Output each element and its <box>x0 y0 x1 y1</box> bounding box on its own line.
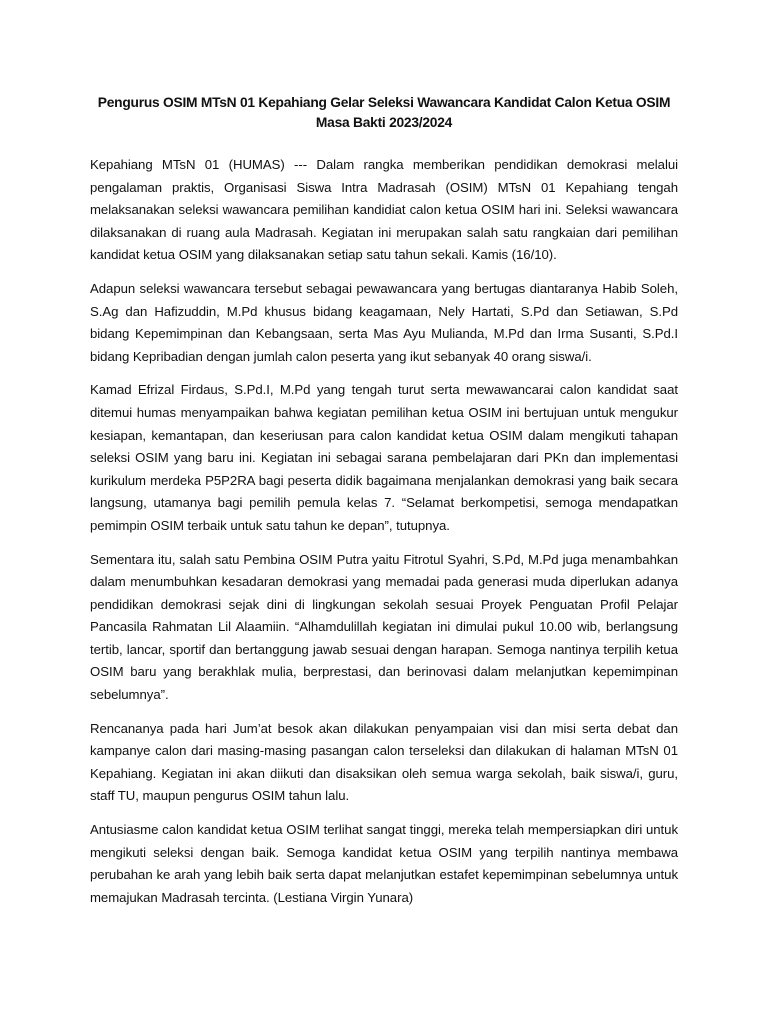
title-line-2: Masa Bakti 2023/2024 <box>315 115 453 130</box>
paragraph-closing: Antusiasme calon kandidat ketua OSIM terlihat sangat tinggi, mereka telah mempersiapkan diri untuk mengikuti seleksi dengan baik. Semoga kandidat ketua OSIM yang terpilih nantinya membawa perubahan ke arah yang lebih baik serta dapat melanjutkan estafet kepemimpinan sebelumnya untuk memajukan Madrasah tercinta. (Lestiana Virgin Yunara) <box>90 822 678 905</box>
title-line-1: Pengurus OSIM MTsN 01 Kepahiang Gelar Seleksi Wawancara Kandidat Calon Ketua OSIM <box>97 95 671 110</box>
paragraph-coach-statement: Sementara itu, salah satu Pembina OSIM Putra yaitu Fitrotul Syahri, S.Pd, M.Pd juga menambahkan dalam menumbuhkan kesadaran demokrasi yang memadai pada generasi muda diperlukan adanya pendidikan demokrasi sejak dini di lingkungan sekolah sesuai Proyek Penguatan Profil Pelajar Pancasila Rahmatan Lil Alaamiin. “Alhamdulillah kegiatan ini dimulai pukul 10.00 wib, berlangsung tertib, lancar, sportif dan bertanggung jawab sesuai dengan harapan. Semoga nantinya terpilih ketua OSIM baru yang berakhlak mulia, berprestasi, dan berinovasi dalam melanjutkan kepemimpinan sebelumnya”. <box>90 551 678 703</box>
paragraph-interviewers: Adapun seleksi wawancara tersebut sebagai pewawancara yang bertugas diantaranya Habib Soleh, S.Ag dan Hafizuddin, M.Pd khusus bidang keagamaan, Nely Hartati, S.Pd dan Setiawan, S.Pd bidang Kepemimpinan dan Kebangsaan, serta Mas Ayu Mulianda, M.Pd dan Irma Susanti, S.Pd.I bidang Kepribadian dengan jumlah calon peserta yang ikut sebanyak 40 orang siswa/i. <box>90 280 678 364</box>
paragraph-opening: Kepahiang MTsN 01 (HUMAS) --- Dalam rangka memberikan pendidikan demokrasi melalui pengalaman praktis, Organisasi Siswa Intra Madrasah (OSIM) MTsN 01 Kepahiang tengah melaksanakan seleksi wawancara pemilihan kandidiat calon ketua OSIM hari ini. Seleksi wawancara dilaksanakan di ruang aula Madrasah. Kegiatan ini merupakan salah satu rangkaian dari pemilihan kandidat ketua OSIM yang dilaksanakan setiap satu tahun sekali. Kamis (16/10). <box>90 157 678 263</box>
paragraph-next-agenda: Rencananya pada hari Jum’at besok akan dilakukan penyampaian visi dan misi serta debat dan kampanye calon dari masing-masing pasangan calon terseleksi dan dilakukan di halaman MTsN 01 Kepahiang. Kegiatan ini akan diikuti dan disaksikan oleh semua warga sekolah, baik siswa/i, guru, staff TU, maupun pengurus OSIM tahun lalu. <box>90 720 678 804</box>
article-title <box>90 93 678 133</box>
article-body <box>90 154 678 909</box>
paragraph-head-statement: Kamad Efrizal Firdaus, S.Pd.I, M.Pd yang tengah turut serta mewawancarai calon kandidat saat ditemui humas menyampaikan bahwa kegiatan pemilihan ketua OSIM ini bertujuan untuk mengukur kesiapan, kemantapan, dan keseriusan para calon kandidat ketua OSIM dalam mengikuti tahapan seleksi OSIM yang baru ini. Kegiatan ini sebagai sarana pembelajaran dari PKn dan implementasi kurikulum merdeka P5P2RA bagi peserta didik bagaimana menjalankan demokrasi yang baik secara langsung, utamanya bagi pemilih pemula kelas 7. “Selamat berkompetisi, semoga mendapatkan pemimpin OSIM terbaik untuk satu tahun ke depan”, tutupnya. <box>90 382 678 533</box>
